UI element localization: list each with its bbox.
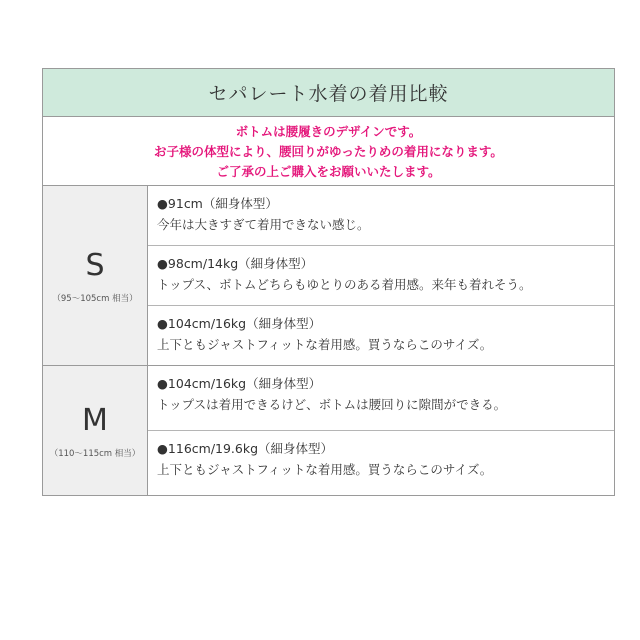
size-label [43, 366, 148, 495]
size-entries [148, 186, 614, 365]
entry-spec: ●104cm/16kg（細身体型） [157, 376, 322, 391]
size-entries [148, 366, 614, 495]
size-row-m [43, 366, 614, 495]
entry-comment: 今年は大きすぎて着用できない感じ。 [157, 217, 370, 232]
notice-line: ご了承の上ご購入をお願いいたします。 [216, 164, 441, 179]
size-label [43, 186, 148, 365]
entry-spec: ●91cm（細身体型） [157, 196, 278, 211]
entry-spec: ●104cm/16kg（細身体型） [157, 316, 322, 331]
fit-entry [148, 186, 614, 245]
entry-comment: 上下ともジャストフィットな着用感。買うならこのサイズ。 [157, 337, 493, 352]
notice-line: お子様の体型により、腰回りがゆったりめの着用になります。 [154, 144, 503, 159]
size-letter: S [85, 247, 105, 283]
notice-line: ボトムは腰履きのデザインです。 [235, 124, 422, 139]
comparison-table [42, 68, 615, 496]
table-title: セパレート水着の着用比較 [43, 69, 614, 117]
size-letter: M [82, 402, 108, 438]
size-row-s [43, 186, 614, 366]
notice-box [43, 117, 614, 186]
size-range: （95～105cm 相当） [52, 293, 138, 304]
fit-entry [148, 305, 614, 365]
entry-spec: ●98cm/14kg（細身体型） [157, 256, 314, 271]
fit-entry [148, 245, 614, 305]
entry-comment: トップス、ボトムどちらもゆとりのある着用感。来年も着れそう。 [157, 277, 532, 292]
entry-spec: ●116cm/19.6kg（細身体型） [157, 441, 334, 456]
fit-entry [148, 366, 614, 430]
size-range: （110～115cm 相当） [49, 448, 141, 459]
fit-entry [148, 430, 614, 495]
entry-comment: 上下ともジャストフィットな着用感。買うならこのサイズ。 [157, 462, 493, 477]
entry-comment: トップスは着用できるけど、ボトムは腰回りに隙間ができる。 [157, 397, 507, 412]
